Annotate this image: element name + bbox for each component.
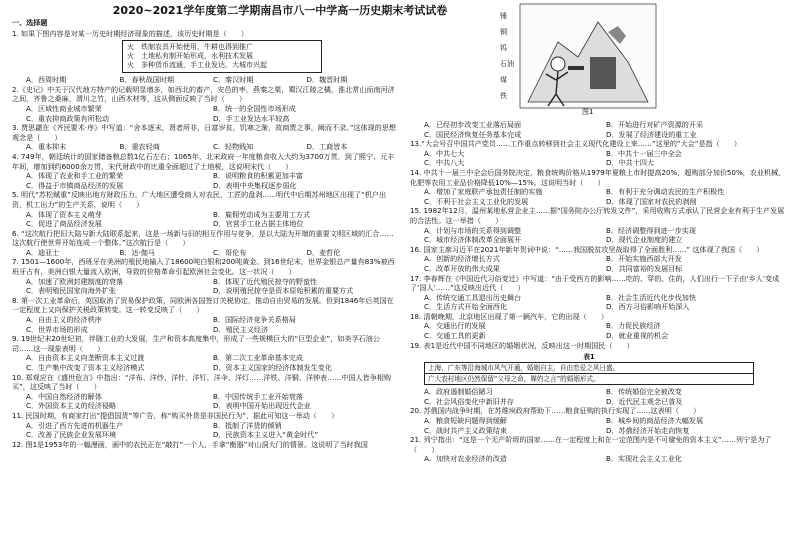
answer-option: B．雇佣劳动成为主要用工方式 (213, 209, 311, 219)
answer-option: D．发展了经济建设的重工业 (606, 129, 697, 139)
option-row (424, 397, 788, 407)
answer-option: D．体现了国家对农民的剥削 (606, 196, 697, 206)
answer-option: C．外国资本主义的经济侵略 (26, 401, 117, 411)
left-column (12, 18, 400, 449)
option-row (26, 421, 400, 440)
question-text: 3. 贾思勰在《齐民要术·序》中写道：“舍本逐末，贤者所非，日富岁贫，饥寒之渐，故商贾之事，阙而不录。”这体现的思想观念是（ ） (12, 123, 396, 142)
box-line: 火 土地私有制开始形成，水利技术发展 (127, 52, 253, 61)
answer-option: B．中国传统手工业开始衰落 (213, 391, 303, 401)
answer-option: B．春秋战国时期 (119, 75, 175, 85)
answer-option: A．体现了资本主义萌芽 (26, 209, 102, 219)
question-text: 6. “这次航行把旧大陆与新大陆联系起来，这是一场新与旧的相互作用与竞争，是以大陆为开端的重要文明区域的汇合……这次航行使世界开始连成一个整体。”这次航行是（ ） (12, 228, 394, 248)
option-row (26, 315, 400, 325)
page-title: 2020~2021学年度第二学期南昌市八一中学高一历史期末考试试卷 (112, 4, 448, 17)
option-row (424, 331, 788, 341)
answer-option: A．已经初步改变工业落后局面 (424, 120, 522, 129)
answer-option: B．开始进行对矿产资源的开采 (606, 120, 704, 129)
figure-label: 锤 (500, 12, 507, 20)
table-row (425, 374, 754, 385)
figure-caption: 图1 (582, 108, 594, 116)
answer-option: B．第二次工业革命基本完成 (213, 353, 303, 363)
answer-option: D．表明中国开始出现近代企业 (213, 401, 311, 411)
answer-option: D．殖民主义经济 (213, 324, 269, 334)
answer-option: D．麦哲伦 (306, 247, 341, 257)
cartoon-figure (498, 2, 658, 117)
right-column (410, 120, 788, 464)
option-row (26, 104, 400, 123)
question-text: 11. 民国时期，有商家打出“提倡国货”等广告，称“购买外货是非国民行为”，据此可知这一举动（ ） (12, 410, 339, 420)
cartoon-illustration (498, 2, 658, 117)
answer-option: B．开始实施西部大开发 (606, 254, 682, 264)
answer-option: D．共同富裕的发展目标 (606, 263, 683, 273)
answer-option: A．增加了家庭联产承包责任制的实施 (424, 187, 543, 197)
figure-label: 煤 (500, 76, 507, 84)
answer-option: A．加速了欧洲封建制度的衰落 (26, 276, 124, 286)
answer-option: B．传统婚俗完全被改变 (606, 387, 682, 397)
option-row (26, 248, 400, 258)
question-text: 2.《史记》中关于汉代地方特产的记载明显增多，如西北的畜产，安邑的枣，燕秦之栗，蜀汉江陵之橘，淮北常山而南河济之间，齐鲁之桑麻，渭川之竹，山西木材等，这从侧面反映了当时（ ） (12, 84, 395, 104)
option-row (424, 416, 788, 426)
question-text: 10. 郑观应在《盛世危言》中指出：“洋布、洋纱、洋针、洋钉、洋伞、洋灯……洋铁、洋铜、洋钟表……中国人皆争相购买”，这反映了当时（ ） (12, 372, 391, 392)
answer-option: D．魏晋时期 (306, 75, 348, 85)
question-text: 21. 列宁指出：“这是一个无产阶级的国家……在一定程度上和在一定范围内是不可避免的资本主义”……列宁是为了（ ） (410, 435, 772, 454)
answer-option: C．社会风俗变化中新旧并存 (424, 396, 515, 406)
answer-option: D．民族资本主义进入“黄金时代” (213, 430, 319, 440)
answer-option: A．粮食短缺问题得到缓解 (424, 416, 507, 426)
figure-label: 铜 (500, 28, 507, 36)
box-line: 火 多种货币流通，手工业发达，大城市兴起 (127, 61, 267, 70)
question-text: 19. 表1是近代中国不同地区的婚姻状况，反映出这一时期国民（ ） (410, 340, 634, 350)
answer-option: B．重农轻商 (119, 142, 160, 152)
answer-option: C．世界市场的形成 (26, 324, 88, 334)
option-row (424, 264, 788, 274)
answer-option: A．交通出行的发展 (424, 321, 486, 331)
answer-option: A．中共七大 (424, 148, 465, 158)
answer-option: B．有利于充分调动农民的生产积极性 (606, 187, 725, 197)
answer-option: B．体现了近代殖民掠夺的野蛮性 (213, 276, 318, 286)
box-line: 火 铁制农具开始使用，牛耕也得到推广 (127, 43, 253, 52)
answer-option: A．重本抑末 (26, 142, 67, 152)
option-row (26, 171, 400, 190)
option-row (26, 75, 400, 85)
answer-option: C．秦汉时期 (213, 75, 254, 85)
answer-option: C．改革开放的伟大成果 (424, 263, 500, 273)
question-text: 7. 1501—1600年，西班牙在美洲的殖民地输入了18600吨白银和200吨黄金。到16世纪末，世界金银总产量有83%被西班牙占有，美洲白银大量流入欧洲，导致的价格革命引起欧洲社会变化。这一状况（ ） (12, 257, 395, 277)
option-row (424, 387, 788, 397)
question-text: 13.“大会号召中国共产党员……工作重点转移到社会主义现代化建设上来……”这里的“大会”是指（ ） (410, 139, 742, 149)
answer-option: A．中国自然经济的解体 (26, 391, 102, 401)
answer-option: D．苏俄经济开始走向恢复 (606, 425, 690, 435)
answer-option: C．中共八大 (424, 158, 465, 168)
question-text: 14. 中共十一届三中全会后国务院决定，粮食统购价格从1979年夏粮上市时提高20%，超购部分加价50%，农业机械、化肥等农用工业品价格降低10%—15%。这说明当时（ ） (410, 167, 786, 187)
answer-option: D．工商皆本 (306, 142, 348, 152)
answer-option: B．抵制了洋货的倾销 (213, 420, 282, 430)
answer-option: A．传统交通工具退出历史舞台 (424, 292, 522, 302)
answer-option: C．战时共产主义政策结束 (424, 425, 507, 435)
answer-option: C．交通工具的更新 (424, 331, 486, 341)
question-text: 20. 苏俄国内战争时期，在苏维埃政府帮助下……粮食征购的执行实现了……这表明（ ） (410, 406, 701, 416)
answer-option: C．得益于市镇商品经济的发展 (26, 180, 124, 190)
answer-option: D．手工业发达水平较高 (213, 113, 290, 123)
figure-label: 钨 (500, 44, 507, 52)
answer-option: A．迪亚士 (26, 247, 60, 257)
answer-option: B．城乡间的商品经济大幅发展 (606, 416, 704, 426)
answer-option: A．引进了西方先进的机器生产 (26, 420, 124, 430)
answer-option: A．西周时期 (26, 75, 67, 85)
table-cell: 广大农村地区仍然保留“父母之命，媒妁之言”的婚姻形式。 (425, 374, 754, 385)
figure-label: 铁 (500, 92, 507, 100)
answer-option: C．国民经济恢复任务基本完成 (424, 129, 522, 139)
answer-option: B．国际经济竞争关系格局 (213, 315, 296, 325)
option-row (424, 454, 788, 464)
answer-option: D．资本主义国家的经济体制发生变化 (213, 363, 332, 372)
question-text: 8. 第一次工业革命后，英国取消了贸易保护政策，同欧洲各国签订关税协定，推动自由贸易的发展。但到1846年后英国在一定程度上又向保护关税政策转变。这一转变反映了（ ） (12, 295, 394, 315)
answer-option: B．中共十一届三中全会 (606, 148, 682, 158)
answer-option: C．生活方式开始全面西化 (424, 302, 507, 312)
question-text: 4. 749年，朝廷统计的国家储备粮总数1亿石左右；1065年，北宋政府一年度粮食收入大约为3700万贯，到了熙宁、元丰年间，增加到约6000余万贯，宋代财政中的比重全面超过了土地税，这说明宋代（ ） (12, 151, 395, 171)
answer-option: C．轻物贱知 (213, 142, 254, 152)
option-row (26, 142, 400, 152)
table-cell: 上海、广东等沿海城市风气开通，婚姻自主，自由恋爱之风日盛。 (425, 363, 754, 374)
question-text: 15. 1982年12月，温州某地私营企业主……据“国务院办公厅转发文件”，采用收购方式承认了民营企业有利于生产发展的合法性。这一举措（ ） (410, 206, 785, 225)
question-text: 17. 李春辉在《中国近代习俗变迁》中写道：“由于受西方的影响……吃的、穿的、住的，人们出行一下子由‘乡人’变成了‘国人’……”这反映出近代（ ） (410, 273, 780, 293)
answer-option: A．自由资本主义向垄断资本主义过渡 (26, 353, 145, 363)
table-caption: 表1 (583, 353, 595, 362)
section-heading: 一、选择题 (12, 18, 48, 27)
answer-option: B．社会生活近代化步伐加快 (606, 292, 696, 302)
answer-option: D．就业重视的机会 (606, 331, 669, 341)
answer-option: B．实现社会主义工业化 (606, 454, 682, 464)
question-text: 18. 清朝晚期，北京地区出现了第一辆汽车，它的出现（ ） (410, 311, 608, 321)
option-row (424, 187, 788, 206)
answer-option: B．统一的全国性市场形成 (213, 103, 296, 113)
answer-option: C．城市经济体制改革全面展开 (424, 235, 522, 245)
option-row (424, 426, 788, 436)
question-text: 16. 国家主席习近平在2021年新年贺词中说：“……我国脱贫攻坚战取得了全面胜利……” 这体现了我国（ ） (410, 244, 764, 254)
question-text: 12. 图1是1953年的一幅漫画，画中的农民正在“敲打”一个人，手拿“衡器”对山洞大门的情景。这说明了当时我国 (12, 439, 368, 449)
question-box (122, 40, 322, 73)
option-row (424, 130, 788, 140)
data-table (424, 352, 754, 385)
answer-option: B．达·伽马 (119, 247, 155, 257)
option-row (26, 210, 400, 229)
option-row (26, 353, 400, 372)
option-row (424, 254, 788, 264)
answer-option: C．不利于社会主义工业化的发展 (424, 196, 529, 206)
answer-option: C．表明殖民国家向海外扩张 (26, 286, 117, 296)
answer-option: D．现代企业制度的建立 (606, 235, 683, 245)
answer-option: C．哥伦布 (213, 247, 247, 257)
answer-option: C．促进了商品经济发展 (26, 219, 102, 229)
option-row (424, 120, 788, 130)
question-text: 5. 明代“苏松赋重”反映出地方财政压力，广大地区遭受商人对农民、工匠的盘剥......明代中后期苏州地区出现了“机户出资，机工出力”的生产关系，说明（ ） (12, 190, 387, 209)
table-row (425, 363, 754, 374)
answer-option: A．加快对农业经济的改造 (424, 454, 507, 464)
option-row (424, 226, 788, 245)
answer-option: C．改善了民族企业发展环境 (26, 430, 117, 440)
option-row (26, 277, 400, 296)
answer-option: B．力促民族经济 (606, 321, 661, 331)
answer-option: C．生产集中改变了资本主义经济模式 (26, 363, 145, 372)
answer-option: A．计划与市场的关系得到调整 (424, 225, 522, 235)
option-row (26, 325, 400, 335)
answer-option: A．区域性商业城市繁荣 (26, 103, 102, 113)
answer-option: D．中共十四大 (606, 158, 655, 168)
answer-option: A．体现了农业和手工业的繁荣 (26, 171, 124, 181)
option-row (424, 321, 788, 331)
figure-label: 石油 (500, 60, 514, 68)
option-row (424, 293, 788, 312)
answer-option: D．官营手工业占据主体地位 (213, 219, 304, 229)
option-row (424, 149, 788, 168)
answer-option: D．西方习俗影响开始深入 (606, 302, 690, 312)
answer-option: D．表明中央集权逐步弱化 (213, 180, 297, 190)
answer-option: D．说明殖民掠夺是资本原始积累的重要方式 (213, 286, 354, 296)
answer-option: A．政府遏制婚俗陋习 (424, 387, 493, 397)
answer-option: B．经济调整得到进一步实现 (606, 225, 696, 235)
question-text: 9. 19世纪末20世纪初，伴随工业的大发展，生产和资本高度集中，形成了一些规模巨大的“巨型企业”，如美孚石油公司……这一现象表明（ ） (12, 334, 380, 353)
question-text: 1. 如果下图内容是对某一历史时期经济现象的描述，该历史时期是（ ） (12, 28, 249, 38)
answer-option: A．创新的经济增长方式 (424, 254, 500, 264)
answer-option: D．近代民主观念已普及 (606, 396, 683, 406)
answer-option: C．重农抑商政策有所松动 (26, 113, 109, 123)
answer-option: A．自由主义的经济秩序 (26, 315, 102, 325)
option-row (26, 392, 400, 411)
answer-option: B．说明粮食的积累更加丰富 (213, 171, 303, 181)
